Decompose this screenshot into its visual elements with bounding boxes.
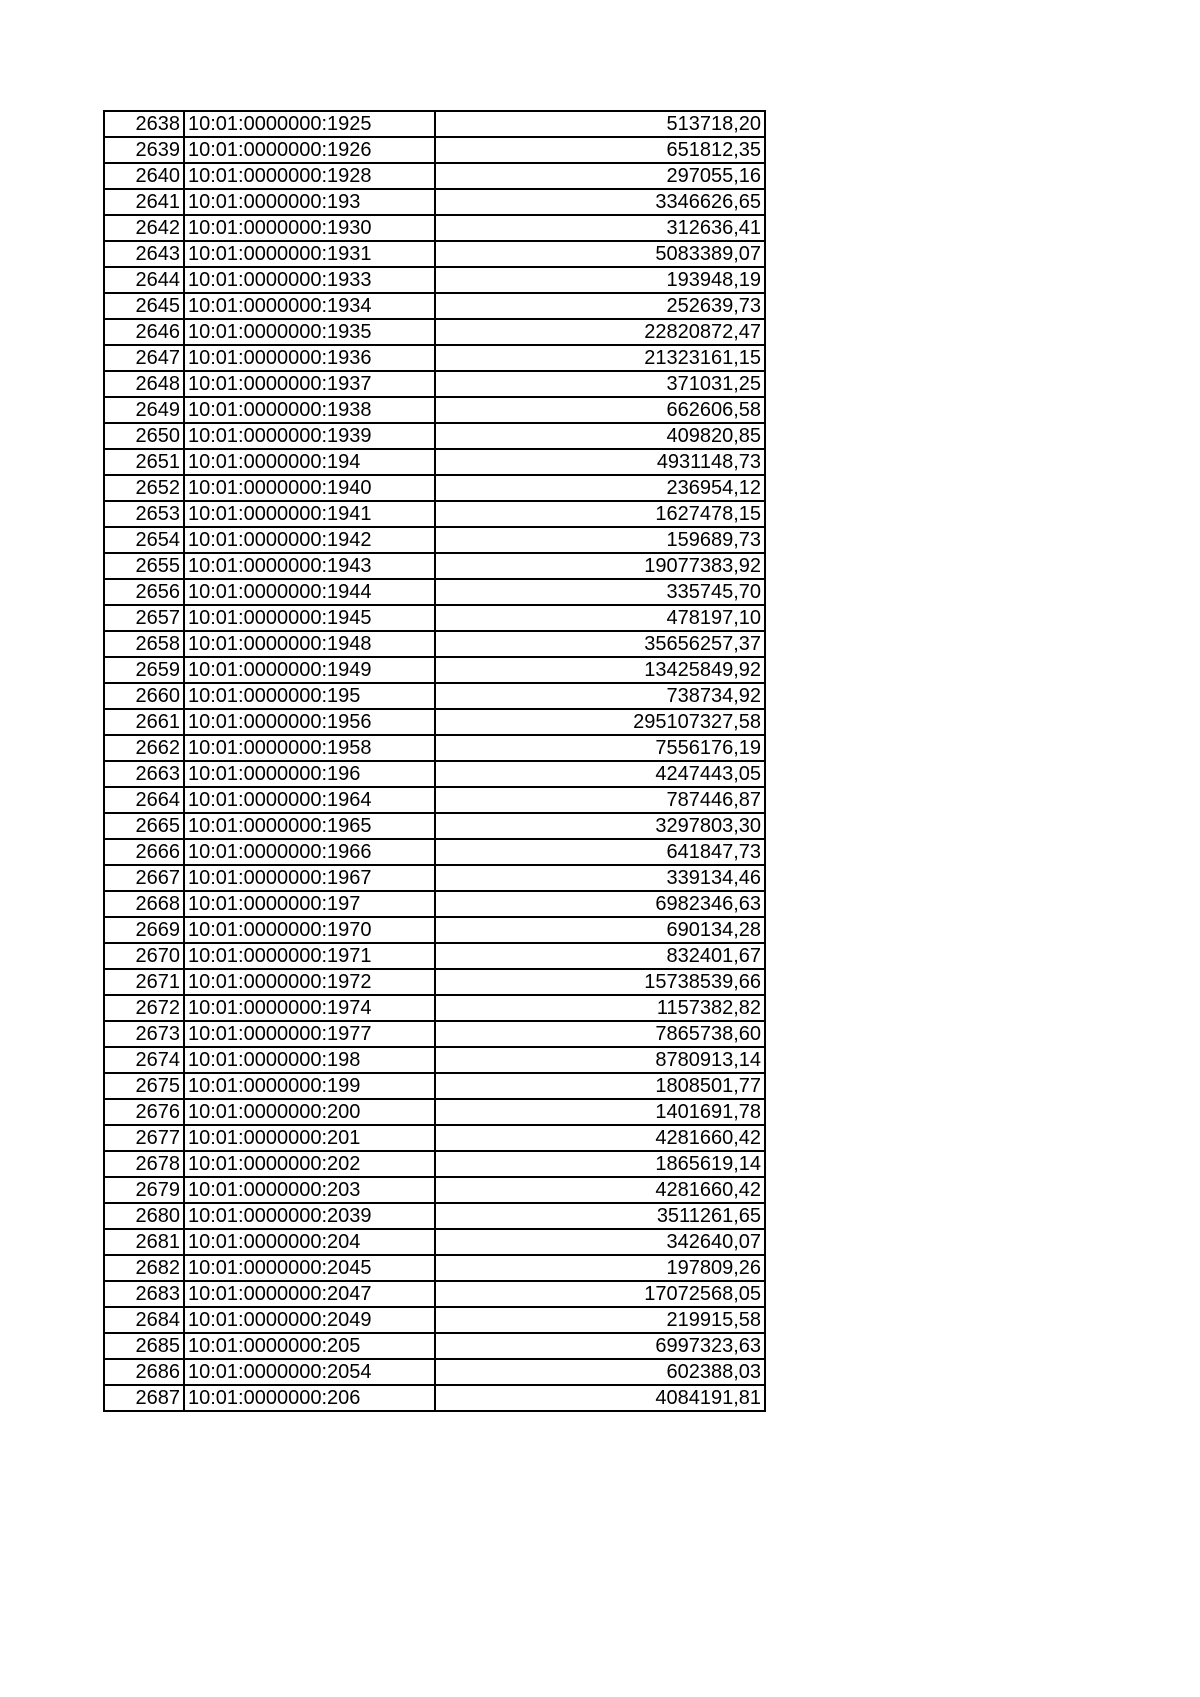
cadastral-number-cell: 10:01:0000000:1972 [184, 969, 435, 995]
cadastral-number-cell: 10:01:0000000:1977 [184, 1021, 435, 1047]
cadastral-number-cell: 10:01:0000000:1926 [184, 137, 435, 163]
table-row [104, 1307, 765, 1333]
value-cell: 1808501,77 [435, 1073, 765, 1099]
cadastral-number-cell: 10:01:0000000:2049 [184, 1307, 435, 1333]
value-cell: 17072568,05 [435, 1281, 765, 1307]
cadastral-number-cell: 10:01:0000000:1944 [184, 579, 435, 605]
row-number-cell: 2671 [104, 969, 184, 995]
row-number-cell: 2670 [104, 943, 184, 969]
row-number-cell: 2647 [104, 345, 184, 371]
value-cell: 3346626,65 [435, 189, 765, 215]
value-cell: 3511261,65 [435, 1203, 765, 1229]
table-row [104, 397, 765, 423]
value-cell: 4281660,42 [435, 1125, 765, 1151]
value-cell: 409820,85 [435, 423, 765, 449]
cadastral-number-cell: 10:01:0000000:1971 [184, 943, 435, 969]
value-cell: 21323161,15 [435, 345, 765, 371]
row-number-cell: 2666 [104, 839, 184, 865]
value-cell: 1157382,82 [435, 995, 765, 1021]
cadastral-number-cell: 10:01:0000000:1949 [184, 657, 435, 683]
table-row [104, 267, 765, 293]
value-cell: 602388,03 [435, 1359, 765, 1385]
cadastral-number-cell: 10:01:0000000:1967 [184, 865, 435, 891]
row-number-cell: 2642 [104, 215, 184, 241]
row-number-cell: 2687 [104, 1385, 184, 1411]
value-cell: 15738539,66 [435, 969, 765, 995]
value-cell: 1865619,14 [435, 1151, 765, 1177]
cadastral-number-cell: 10:01:0000000:1965 [184, 813, 435, 839]
table-row [104, 501, 765, 527]
value-cell: 662606,58 [435, 397, 765, 423]
cadastral-number-cell: 10:01:0000000:193 [184, 189, 435, 215]
cadastral-number-cell: 10:01:0000000:1964 [184, 787, 435, 813]
table-row [104, 527, 765, 553]
cadastral-number-cell: 10:01:0000000:203 [184, 1177, 435, 1203]
row-number-cell: 2645 [104, 293, 184, 319]
table-row [104, 319, 765, 345]
row-number-cell: 2674 [104, 1047, 184, 1073]
row-number-cell: 2639 [104, 137, 184, 163]
cadastral-number-cell: 10:01:0000000:198 [184, 1047, 435, 1073]
row-number-cell: 2668 [104, 891, 184, 917]
value-cell: 297055,16 [435, 163, 765, 189]
value-cell: 13425849,92 [435, 657, 765, 683]
value-cell: 6982346,63 [435, 891, 765, 917]
row-number-cell: 2658 [104, 631, 184, 657]
table-row [104, 1021, 765, 1047]
row-number-cell: 2680 [104, 1203, 184, 1229]
value-cell: 219915,58 [435, 1307, 765, 1333]
cadastral-number-cell: 10:01:0000000:1938 [184, 397, 435, 423]
row-number-cell: 2686 [104, 1359, 184, 1385]
value-cell: 236954,12 [435, 475, 765, 501]
table-row [104, 631, 765, 657]
value-cell: 35656257,37 [435, 631, 765, 657]
table-row [104, 605, 765, 631]
value-cell: 22820872,47 [435, 319, 765, 345]
cadastral-number-cell: 10:01:0000000:1925 [184, 111, 435, 137]
table-row [104, 423, 765, 449]
table-row [104, 163, 765, 189]
cadastral-number-cell: 10:01:0000000:194 [184, 449, 435, 475]
table-row [104, 917, 765, 943]
row-number-cell: 2650 [104, 423, 184, 449]
row-number-cell: 2664 [104, 787, 184, 813]
table-row [104, 553, 765, 579]
value-cell: 4931148,73 [435, 449, 765, 475]
cadastral-number-cell: 10:01:0000000:2039 [184, 1203, 435, 1229]
value-cell: 4084191,81 [435, 1385, 765, 1411]
table-row [104, 371, 765, 397]
row-number-cell: 2669 [104, 917, 184, 943]
table-row [104, 1333, 765, 1359]
row-number-cell: 2662 [104, 735, 184, 761]
table-row [104, 1359, 765, 1385]
row-number-cell: 2677 [104, 1125, 184, 1151]
table-row [104, 735, 765, 761]
table-row [104, 1073, 765, 1099]
value-cell: 1627478,15 [435, 501, 765, 527]
cadastral-number-cell: 10:01:0000000:1939 [184, 423, 435, 449]
row-number-cell: 2659 [104, 657, 184, 683]
cadastral-number-cell: 10:01:0000000:1928 [184, 163, 435, 189]
row-number-cell: 2644 [104, 267, 184, 293]
value-cell: 5083389,07 [435, 241, 765, 267]
row-number-cell: 2656 [104, 579, 184, 605]
cadastral-number-cell: 10:01:0000000:204 [184, 1229, 435, 1255]
table-row [104, 111, 765, 137]
table-row [104, 1151, 765, 1177]
cadastral-number-cell: 10:01:0000000:200 [184, 1099, 435, 1125]
value-cell: 690134,28 [435, 917, 765, 943]
value-cell: 787446,87 [435, 787, 765, 813]
table-row [104, 579, 765, 605]
row-number-cell: 2638 [104, 111, 184, 137]
row-number-cell: 2682 [104, 1255, 184, 1281]
cadastral-number-cell: 10:01:0000000:2047 [184, 1281, 435, 1307]
row-number-cell: 2652 [104, 475, 184, 501]
cadastral-number-cell: 10:01:0000000:1974 [184, 995, 435, 1021]
row-number-cell: 2646 [104, 319, 184, 345]
table-row [104, 1047, 765, 1073]
value-cell: 478197,10 [435, 605, 765, 631]
data-table [103, 110, 766, 1412]
value-cell: 339134,46 [435, 865, 765, 891]
table-row [104, 1281, 765, 1307]
row-number-cell: 2665 [104, 813, 184, 839]
value-cell: 641847,73 [435, 839, 765, 865]
cadastral-number-cell: 10:01:0000000:1940 [184, 475, 435, 501]
table-row [104, 189, 765, 215]
value-cell: 193948,19 [435, 267, 765, 293]
row-number-cell: 2684 [104, 1307, 184, 1333]
table-row [104, 839, 765, 865]
table-row [104, 1203, 765, 1229]
cadastral-number-cell: 10:01:0000000:201 [184, 1125, 435, 1151]
table-row [104, 657, 765, 683]
cadastral-number-cell: 10:01:0000000:195 [184, 683, 435, 709]
cadastral-number-cell: 10:01:0000000:1970 [184, 917, 435, 943]
value-cell: 3297803,30 [435, 813, 765, 839]
table-row [104, 761, 765, 787]
cadastral-number-cell: 10:01:0000000:1958 [184, 735, 435, 761]
value-cell: 513718,20 [435, 111, 765, 137]
value-cell: 335745,70 [435, 579, 765, 605]
cadastral-number-cell: 10:01:0000000:2045 [184, 1255, 435, 1281]
table-row [104, 683, 765, 709]
cadastral-number-cell: 10:01:0000000:205 [184, 1333, 435, 1359]
row-number-cell: 2667 [104, 865, 184, 891]
cadastral-number-cell: 10:01:0000000:1931 [184, 241, 435, 267]
cadastral-number-cell: 10:01:0000000:1935 [184, 319, 435, 345]
table-row [104, 475, 765, 501]
cadastral-number-cell: 10:01:0000000:1948 [184, 631, 435, 657]
table-row [104, 1229, 765, 1255]
cadastral-number-cell: 10:01:0000000:1945 [184, 605, 435, 631]
table-row [104, 1255, 765, 1281]
table-row [104, 891, 765, 917]
row-number-cell: 2675 [104, 1073, 184, 1099]
row-number-cell: 2673 [104, 1021, 184, 1047]
row-number-cell: 2681 [104, 1229, 184, 1255]
row-number-cell: 2653 [104, 501, 184, 527]
row-number-cell: 2654 [104, 527, 184, 553]
value-cell: 295107327,58 [435, 709, 765, 735]
cadastral-number-cell: 10:01:0000000:1937 [184, 371, 435, 397]
value-cell: 371031,25 [435, 371, 765, 397]
table-row [104, 787, 765, 813]
value-cell: 1401691,78 [435, 1099, 765, 1125]
value-cell: 738734,92 [435, 683, 765, 709]
row-number-cell: 2648 [104, 371, 184, 397]
value-cell: 7556176,19 [435, 735, 765, 761]
cadastral-number-cell: 10:01:0000000:1943 [184, 553, 435, 579]
table-row [104, 813, 765, 839]
value-cell: 197809,26 [435, 1255, 765, 1281]
row-number-cell: 2643 [104, 241, 184, 267]
table-body [104, 111, 765, 1411]
table-row [104, 449, 765, 475]
cadastral-number-cell: 10:01:0000000:1930 [184, 215, 435, 241]
value-cell: 4247443,05 [435, 761, 765, 787]
cadastral-number-cell: 10:01:0000000:2054 [184, 1359, 435, 1385]
row-number-cell: 2651 [104, 449, 184, 475]
cadastral-number-cell: 10:01:0000000:1966 [184, 839, 435, 865]
cadastral-number-cell: 10:01:0000000:1933 [184, 267, 435, 293]
value-cell: 19077383,92 [435, 553, 765, 579]
cadastral-number-cell: 10:01:0000000:202 [184, 1151, 435, 1177]
table-row [104, 1177, 765, 1203]
value-cell: 6997323,63 [435, 1333, 765, 1359]
row-number-cell: 2663 [104, 761, 184, 787]
value-cell: 651812,35 [435, 137, 765, 163]
row-number-cell: 2640 [104, 163, 184, 189]
table-row [104, 969, 765, 995]
cadastral-number-cell: 10:01:0000000:1942 [184, 527, 435, 553]
table-row [104, 345, 765, 371]
cadastral-number-cell: 10:01:0000000:196 [184, 761, 435, 787]
cadastral-number-cell: 10:01:0000000:1934 [184, 293, 435, 319]
table-row [104, 1385, 765, 1411]
row-number-cell: 2649 [104, 397, 184, 423]
row-number-cell: 2676 [104, 1099, 184, 1125]
row-number-cell: 2683 [104, 1281, 184, 1307]
table-row [104, 1099, 765, 1125]
cadastral-number-cell: 10:01:0000000:1936 [184, 345, 435, 371]
value-cell: 252639,73 [435, 293, 765, 319]
row-number-cell: 2657 [104, 605, 184, 631]
value-cell: 159689,73 [435, 527, 765, 553]
row-number-cell: 2679 [104, 1177, 184, 1203]
row-number-cell: 2660 [104, 683, 184, 709]
table-row [104, 943, 765, 969]
table-row [104, 865, 765, 891]
value-cell: 8780913,14 [435, 1047, 765, 1073]
row-number-cell: 2661 [104, 709, 184, 735]
row-number-cell: 2685 [104, 1333, 184, 1359]
cadastral-number-cell: 10:01:0000000:1956 [184, 709, 435, 735]
value-cell: 832401,67 [435, 943, 765, 969]
cadastral-number-cell: 10:01:0000000:197 [184, 891, 435, 917]
table-row [104, 1125, 765, 1151]
table-row [104, 137, 765, 163]
value-cell: 312636,41 [435, 215, 765, 241]
value-cell: 4281660,42 [435, 1177, 765, 1203]
table-row [104, 241, 765, 267]
value-cell: 342640,07 [435, 1229, 765, 1255]
cadastral-number-cell: 10:01:0000000:1941 [184, 501, 435, 527]
row-number-cell: 2678 [104, 1151, 184, 1177]
table-row [104, 995, 765, 1021]
value-cell: 7865738,60 [435, 1021, 765, 1047]
row-number-cell: 2655 [104, 553, 184, 579]
cadastral-number-cell: 10:01:0000000:206 [184, 1385, 435, 1411]
table-row [104, 293, 765, 319]
row-number-cell: 2641 [104, 189, 184, 215]
cadastral-number-cell: 10:01:0000000:199 [184, 1073, 435, 1099]
table-row [104, 709, 765, 735]
table-row [104, 215, 765, 241]
row-number-cell: 2672 [104, 995, 184, 1021]
